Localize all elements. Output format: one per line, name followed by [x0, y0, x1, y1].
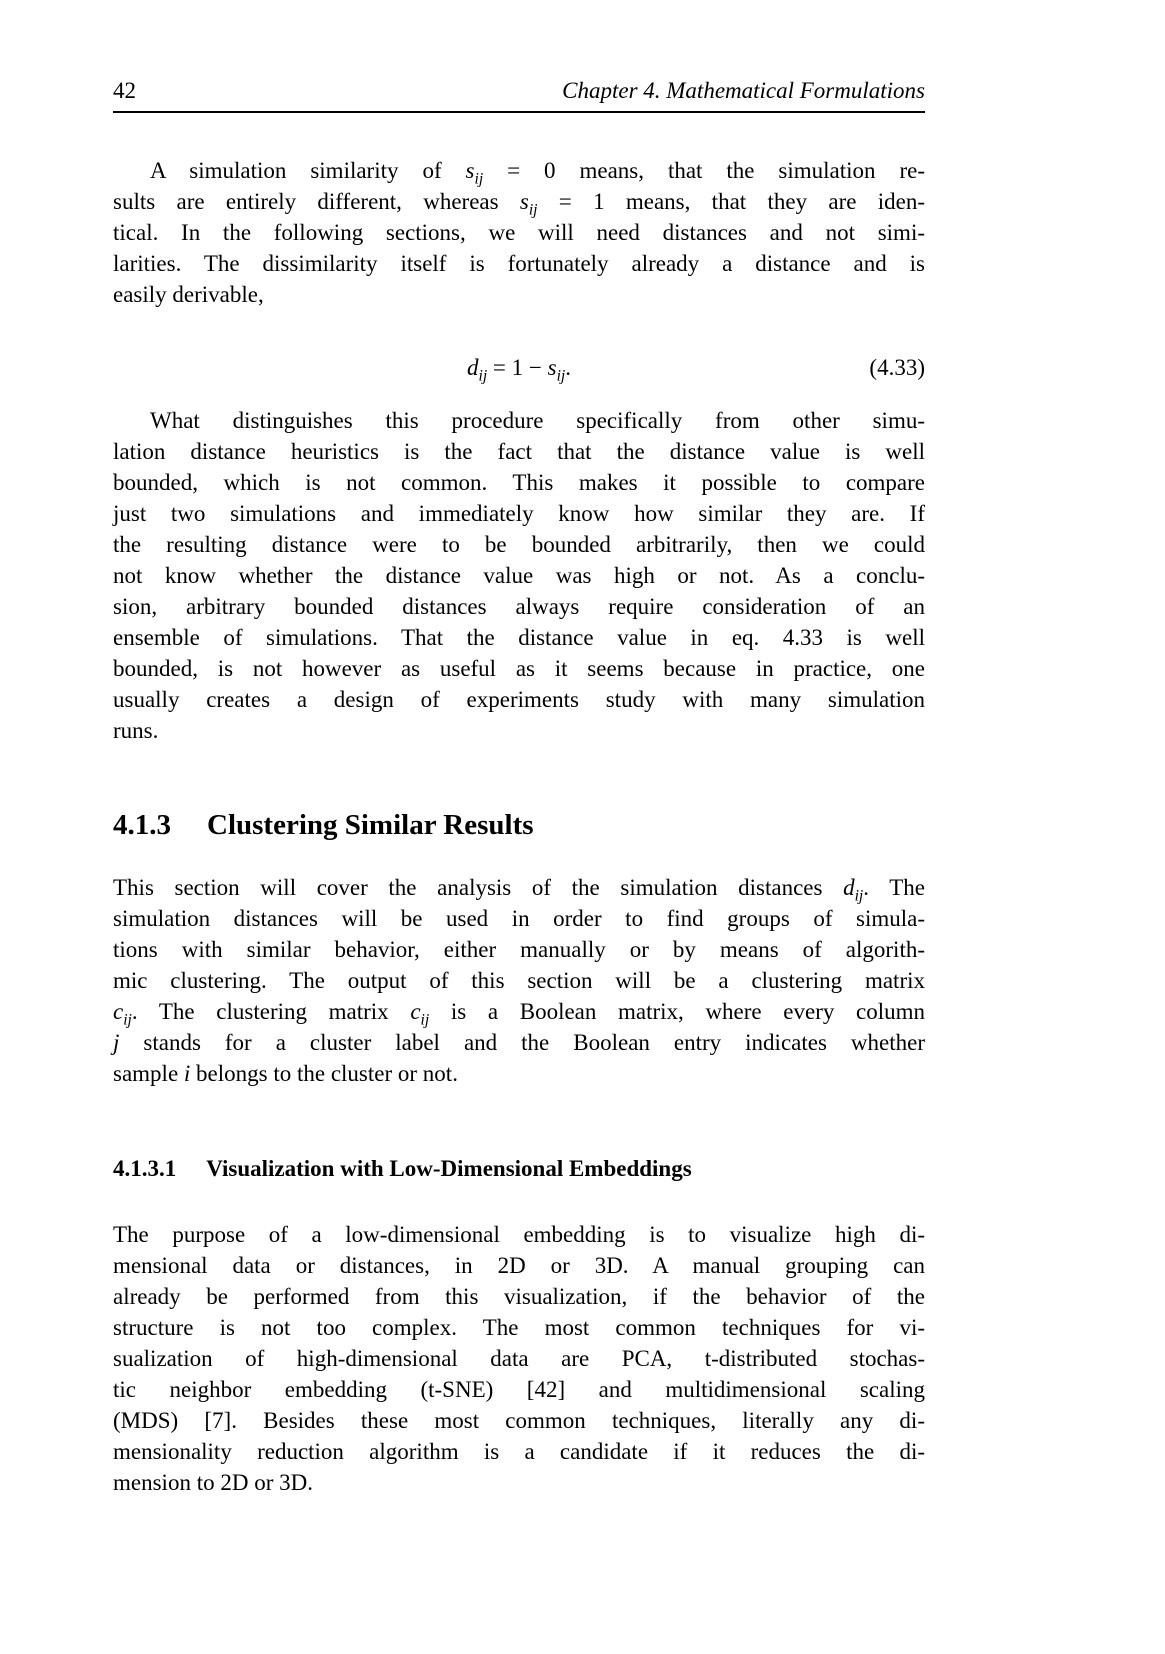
- running-title: Chapter 4. Mathematical Formulations: [562, 78, 925, 103]
- page-number: 42: [113, 78, 136, 103]
- equation-number: (4.33): [869, 355, 925, 380]
- section-title: Clustering Similar Results: [207, 809, 534, 841]
- subsection-title: Visualization with Low-Dimensional Embeddings: [206, 1156, 692, 1181]
- paragraph-bounded-distance: [113, 405, 925, 746]
- text-line: usually creates a design of experiments study with many simulation: [113, 687, 925, 712]
- equation-4-33: [113, 352, 925, 383]
- text-line: (MDS) [7]. Besides these most common techniques, literally any di-: [113, 1408, 925, 1433]
- subsection-heading-visualization: [113, 1155, 925, 1183]
- text-line: just two simulations and immediately know how similar they are. If: [113, 501, 925, 526]
- text-line: What distinguishes this procedure specifically from other simu-: [150, 408, 925, 433]
- subsection-number: 4.1.3.1: [113, 1156, 177, 1181]
- page: [113, 0, 925, 1498]
- section-number: 4.1.3: [113, 809, 171, 841]
- text-line: sample i belongs to the cluster or not.: [113, 1061, 458, 1086]
- text-line: bounded, is not however as useful as it seems because in practice, one: [113, 656, 925, 681]
- section-heading-clustering: [113, 808, 925, 842]
- text-line: mic clustering. The output of this section will be a clustering matrix: [113, 968, 925, 993]
- text-line: tions with similar behavior, either manually or by means of algorith-: [113, 937, 925, 962]
- text-line: This section will cover the analysis of the simulation distances $d_{ij}$. The: [113, 875, 925, 905]
- text-line: sults are entirely different, whereas $s_{ij} = 1$ means, that they are iden-: [113, 189, 925, 219]
- text-line: not know whether the distance value was high or not. As a conclu-: [113, 563, 925, 588]
- text-line: tic neighbor embedding (t-SNE) [42] and multidimensional scaling: [113, 1377, 925, 1402]
- text-line: ensemble of simulations. That the distance value in eq. 4.33 is well: [113, 625, 925, 650]
- text-line: already be performed from this visualization, if the behavior of the: [113, 1284, 925, 1309]
- paragraph-embedding-purpose: [113, 1219, 925, 1498]
- text-line: easily derivable,: [113, 282, 264, 307]
- text-line: tical. In the following sections, we will need distances and not simi-: [113, 220, 925, 245]
- text-line: structure is not too complex. The most common techniques for vi-: [113, 1315, 925, 1340]
- page-header: [113, 78, 925, 113]
- text-line: mensional data or distances, in 2D or 3D. A manual grouping can: [113, 1253, 925, 1278]
- text-line: simulation distances will be used in order to find groups of simula-: [113, 906, 925, 931]
- equation-body: $d_{ij} = 1 - s_{ij}$.: [466, 355, 572, 385]
- text-line: mensionality reduction algorithm is a candidate if it reduces the di-: [113, 1439, 925, 1464]
- text-line: runs.: [113, 718, 159, 743]
- text-line: lation distance heuristics is the fact that the distance value is well: [113, 439, 925, 464]
- paragraph-similarity-intro: [113, 155, 925, 310]
- paragraph-clustering-overview: [113, 872, 925, 1089]
- text-line: bounded, which is not common. This makes it possible to compare: [113, 470, 925, 495]
- text-line: j stands for a cluster label and the Boolean entry indicates whether: [113, 1030, 925, 1055]
- text-line: mension to 2D or 3D.: [113, 1470, 313, 1495]
- text-line: sion, arbitrary bounded distances always require consideration of an: [113, 594, 925, 619]
- text-line: sualization of high-dimensional data are PCA, t-distributed stochas-: [113, 1346, 925, 1371]
- text-line: The purpose of a low-dimensional embedding is to visualize high di-: [113, 1222, 925, 1247]
- text-line: A simulation similarity of $s_{ij} = 0$ means, that the simulation re-: [150, 158, 925, 188]
- text-line: $c_{ij}$. The clustering matrix $c_{ij}$ is a Boolean matrix, where every column: [113, 999, 925, 1029]
- text-line: larities. The dissimilarity itself is fortunately already a distance and is: [113, 251, 925, 276]
- text-line: the resulting distance were to be bounded arbitrarily, then we could: [113, 532, 925, 557]
